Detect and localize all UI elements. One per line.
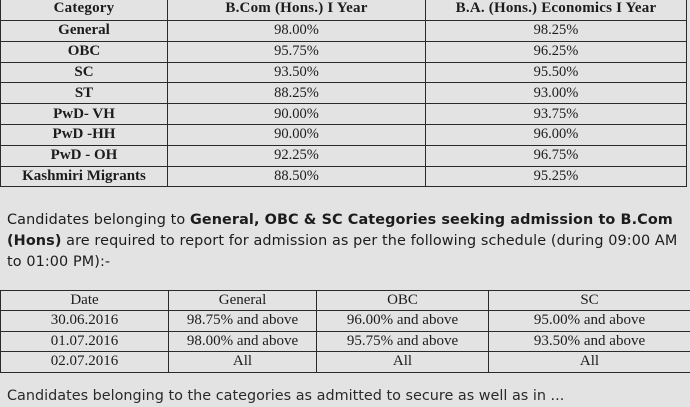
schedule-header-general: General xyxy=(169,291,317,311)
bcom-cutoff-cell: 95.75% xyxy=(168,41,426,62)
schedule-row xyxy=(1,311,690,332)
general-cell: 98.00% and above xyxy=(169,331,317,352)
obc-cell: All xyxy=(317,352,489,373)
cutoff-row xyxy=(1,124,687,145)
paragraph-rest: are required to report for admission as per the following schedule (during 09:00 AM to 01:00 PM):- xyxy=(7,233,677,270)
ba-eco-cutoff-cell: 96.00% xyxy=(426,124,687,145)
cutoff-header-bcom: B.Com (Hons.) I Year xyxy=(168,0,426,21)
cutoff-row xyxy=(1,21,687,42)
schedule-row xyxy=(1,331,690,352)
bcom-cutoff-cell: 92.25% xyxy=(168,145,426,166)
cutoff-row xyxy=(1,41,687,62)
date-cell: 01.07.2016 xyxy=(1,331,169,352)
cutoff-row xyxy=(1,166,687,187)
cutoff-table xyxy=(0,0,687,187)
date-cell: 02.07.2016 xyxy=(1,352,169,373)
cutoff-row xyxy=(1,104,687,125)
category-cell: SC xyxy=(1,62,168,83)
general-cell: All xyxy=(169,352,317,373)
ba-eco-cutoff-cell: 96.25% xyxy=(426,41,687,62)
cutoff-header-ba-eco: B.A. (Hons.) Economics I Year xyxy=(426,0,687,21)
general-cell: 98.75% and above xyxy=(169,311,317,332)
schedule-header-obc: OBC xyxy=(317,291,489,311)
date-cell: 30.06.2016 xyxy=(1,311,169,332)
category-cell: Kashmiri Migrants xyxy=(1,166,168,187)
ba-eco-cutoff-cell: 95.25% xyxy=(426,166,687,187)
ba-eco-cutoff-cell: 93.00% xyxy=(426,83,687,104)
schedule-header-date: Date xyxy=(1,291,169,311)
obc-cell: 95.75% and above xyxy=(317,331,489,352)
ba-eco-cutoff-cell: 93.75% xyxy=(426,104,687,125)
ba-eco-cutoff-cell: 96.75% xyxy=(426,145,687,166)
sc-cell: 93.50% and above xyxy=(489,331,690,352)
category-cell: PwD -HH xyxy=(1,124,168,145)
schedule-header-sc: SC xyxy=(489,291,690,311)
schedule-row xyxy=(1,352,690,373)
trailing-text-line: Candidates belonging to the categories as admitted to secure as well as in ... xyxy=(7,386,564,407)
bcom-cutoff-cell: 90.00% xyxy=(168,104,426,125)
cutoff-row xyxy=(1,145,687,166)
obc-cell: 96.00% and above xyxy=(317,311,489,332)
category-cell: PwD - OH xyxy=(1,145,168,166)
bcom-cutoff-cell: 88.50% xyxy=(168,166,426,187)
ba-eco-cutoff-cell: 98.25% xyxy=(426,21,687,42)
sc-cell: All xyxy=(489,352,690,373)
cutoff-header-row xyxy=(1,0,687,21)
bcom-cutoff-cell: 88.25% xyxy=(168,83,426,104)
category-cell: OBC xyxy=(1,41,168,62)
cutoff-row xyxy=(1,83,687,104)
ba-eco-cutoff-cell: 95.50% xyxy=(426,62,687,83)
sc-cell: 95.00% and above xyxy=(489,311,690,332)
bcom-cutoff-cell: 98.00% xyxy=(168,21,426,42)
admission-instruction-paragraph xyxy=(7,210,683,273)
paragraph-emphasis: General, OBC & SC Categories seeking admission to B.Com (Hons) xyxy=(7,212,673,249)
schedule-header-row xyxy=(1,291,690,311)
category-cell: PwD- VH xyxy=(1,104,168,125)
cutoff-row xyxy=(1,62,687,83)
cutoff-header-category: Category xyxy=(1,0,168,21)
schedule-table xyxy=(0,290,690,373)
category-cell: ST xyxy=(1,83,168,104)
bcom-cutoff-cell: 93.50% xyxy=(168,62,426,83)
paragraph-intro: Candidates belonging to xyxy=(7,212,190,228)
category-cell: General xyxy=(1,21,168,42)
bcom-cutoff-cell: 90.00% xyxy=(168,124,426,145)
